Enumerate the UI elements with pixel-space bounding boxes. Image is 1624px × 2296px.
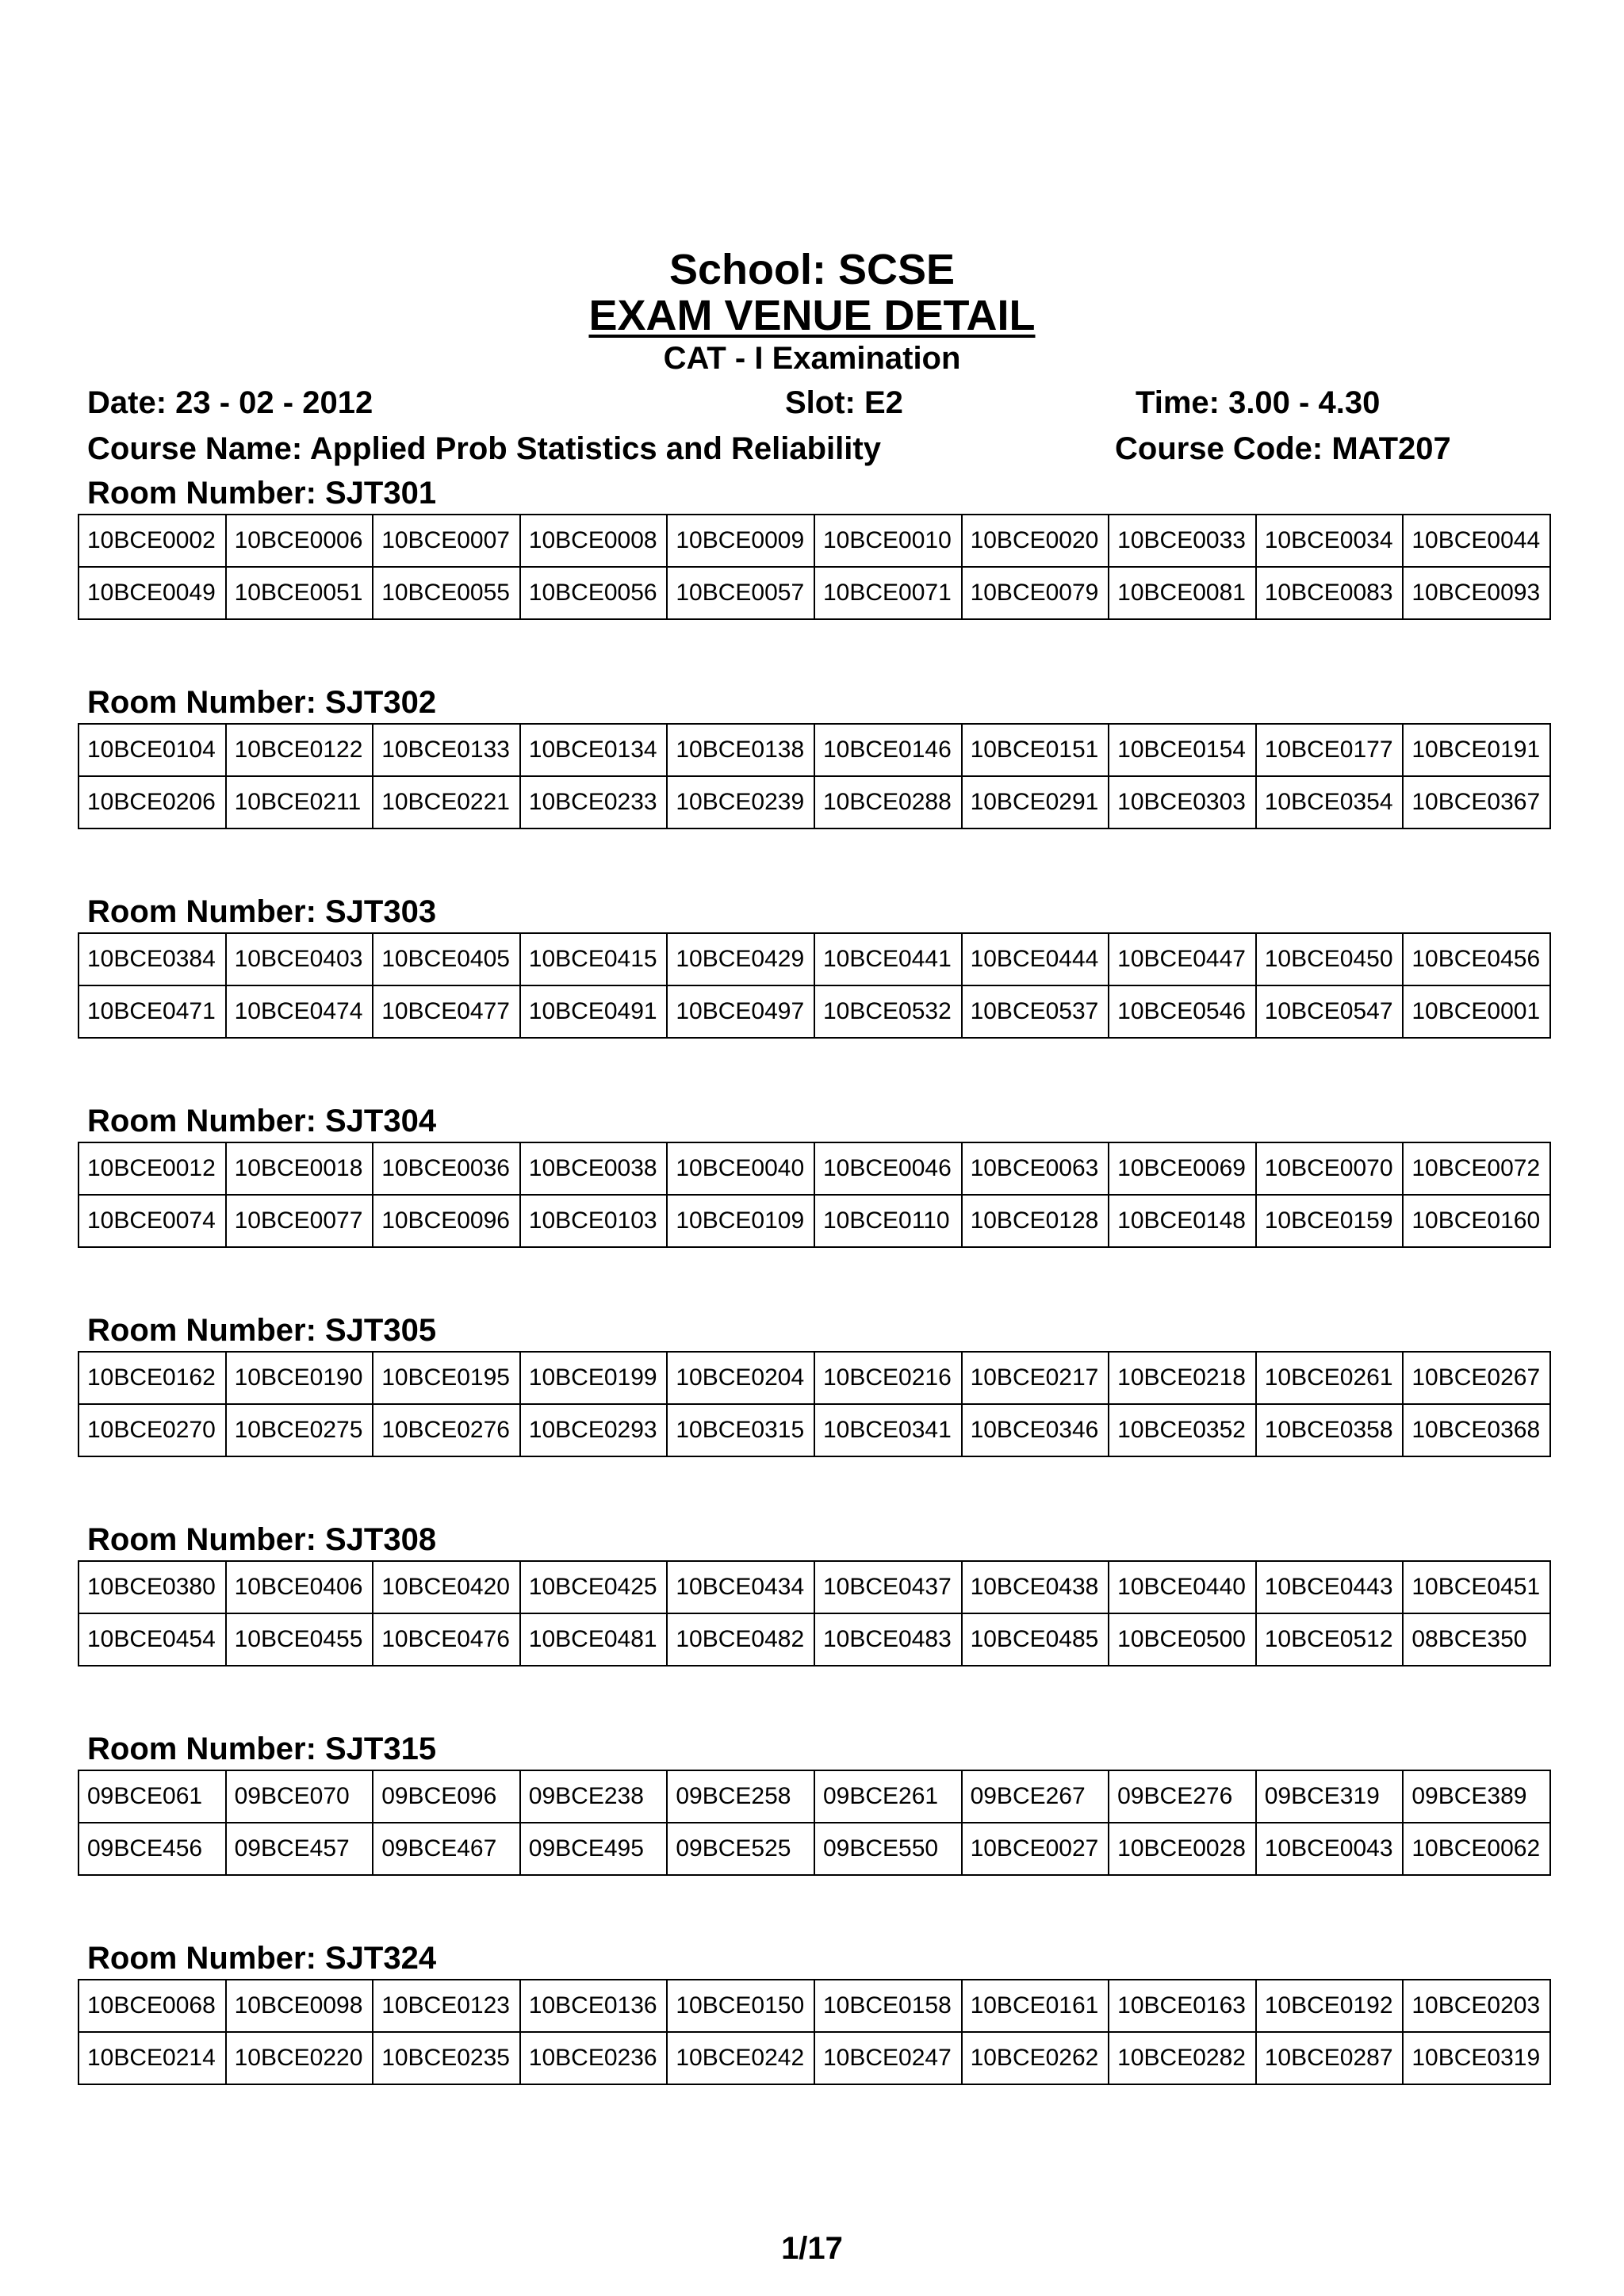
- roll-number-cell: 10BCE0096: [373, 1195, 520, 1247]
- table-row: [79, 567, 1550, 619]
- roll-number-cell: 10BCE0216: [814, 1352, 962, 1404]
- roll-number-cell: 10BCE0009: [667, 515, 814, 567]
- roll-number-cell: 10BCE0160: [1403, 1195, 1550, 1247]
- roll-number-cell: 09BCE550: [814, 1823, 962, 1875]
- roll-number-cell: 10BCE0006: [226, 515, 373, 567]
- roll-number-cell: 10BCE0128: [962, 1195, 1109, 1247]
- roll-number-cell: 10BCE0214: [79, 2032, 226, 2084]
- roll-number-cell: 10BCE0221: [373, 776, 520, 828]
- roll-number-cell: 10BCE0158: [814, 1980, 962, 2032]
- roll-number-cell: 10BCE0354: [1256, 776, 1404, 828]
- table-row: [79, 1561, 1550, 1613]
- roll-number-cell: 10BCE0159: [1256, 1195, 1404, 1247]
- roll-number-cell: 10BCE0451: [1403, 1561, 1550, 1613]
- roll-number-cell: 10BCE0150: [667, 1980, 814, 2032]
- roll-number-cell: 10BCE0177: [1256, 724, 1404, 776]
- roll-number-table: [78, 1979, 1551, 2085]
- roll-number-cell: 10BCE0134: [520, 724, 668, 776]
- roll-number-cell: 10BCE0063: [962, 1142, 1109, 1195]
- roll-number-cell: 10BCE0136: [520, 1980, 668, 2032]
- roll-number-cell: 10BCE0438: [962, 1561, 1109, 1613]
- table-row: [79, 1770, 1550, 1823]
- course-name: Course Name: Applied Prob Statistics and Reliability: [87, 431, 881, 466]
- roll-number-cell: 10BCE0546: [1109, 985, 1256, 1038]
- roll-number-cell: 10BCE0204: [667, 1352, 814, 1404]
- room-block: [78, 1939, 1551, 2085]
- roll-number-cell: 10BCE0109: [667, 1195, 814, 1247]
- roll-number-table: [78, 1560, 1551, 1667]
- roll-number-cell: 10BCE0482: [667, 1613, 814, 1666]
- roll-number-cell: 10BCE0491: [520, 985, 668, 1038]
- roll-number-cell: 10BCE0537: [962, 985, 1109, 1038]
- roll-number-table: [78, 932, 1551, 1039]
- roll-number-cell: 10BCE0288: [814, 776, 962, 828]
- roll-number-cell: 10BCE0380: [79, 1561, 226, 1613]
- table-row: [79, 985, 1550, 1038]
- roll-number-cell: 10BCE0010: [814, 515, 962, 567]
- roll-number-cell: 10BCE0270: [79, 1404, 226, 1456]
- roll-number-cell: 10BCE0001: [1403, 985, 1550, 1038]
- roll-number-cell: 10BCE0547: [1256, 985, 1404, 1038]
- table-row: [79, 1613, 1550, 1666]
- roll-number-cell: 10BCE0239: [667, 776, 814, 828]
- roll-number-cell: 10BCE0163: [1109, 1980, 1256, 2032]
- roll-number-cell: 10BCE0434: [667, 1561, 814, 1613]
- roll-number-cell: 10BCE0068: [79, 1980, 226, 2032]
- room-number-label: Room Number: SJT315: [87, 1732, 437, 1766]
- roll-number-cell: 10BCE0046: [814, 1142, 962, 1195]
- room-block: [78, 683, 1551, 829]
- roll-number-cell: 10BCE0192: [1256, 1980, 1404, 2032]
- roll-number-cell: 09BCE525: [667, 1823, 814, 1875]
- roll-number-cell: 10BCE0276: [373, 1404, 520, 1456]
- room-block: [78, 1730, 1551, 1876]
- roll-number-cell: 09BCE238: [520, 1770, 668, 1823]
- roll-number-cell: 10BCE0079: [962, 567, 1109, 619]
- roll-number-cell: 10BCE0077: [226, 1195, 373, 1247]
- roll-number-cell: 09BCE319: [1256, 1770, 1404, 1823]
- table-row: [79, 1195, 1550, 1247]
- roll-number-cell: 10BCE0056: [520, 567, 668, 619]
- roll-number-cell: 10BCE0233: [520, 776, 668, 828]
- roll-number-cell: 10BCE0441: [814, 933, 962, 985]
- roll-number-cell: 10BCE0319: [1403, 2032, 1550, 2084]
- roll-number-cell: 10BCE0437: [814, 1561, 962, 1613]
- roll-number-cell: 10BCE0190: [226, 1352, 373, 1404]
- roll-number-cell: 10BCE0133: [373, 724, 520, 776]
- roll-number-cell: 10BCE0203: [1403, 1980, 1550, 2032]
- roll-number-cell: 10BCE0455: [226, 1613, 373, 1666]
- roll-number-cell: 10BCE0027: [962, 1823, 1109, 1875]
- roll-number-cell: 10BCE0051: [226, 567, 373, 619]
- roll-number-cell: 10BCE0049: [79, 567, 226, 619]
- table-row: [79, 1980, 1550, 2032]
- roll-number-cell: 09BCE495: [520, 1823, 668, 1875]
- roll-number-cell: 10BCE0206: [79, 776, 226, 828]
- roll-number-cell: 10BCE0485: [962, 1613, 1109, 1666]
- roll-number-cell: 10BCE0242: [667, 2032, 814, 2084]
- roll-number-cell: 10BCE0028: [1109, 1823, 1256, 1875]
- roll-number-cell: 10BCE0477: [373, 985, 520, 1038]
- roll-number-cell: 10BCE0071: [814, 567, 962, 619]
- exam-slot: Slot: E2: [785, 385, 903, 420]
- roll-number-cell: 10BCE0148: [1109, 1195, 1256, 1247]
- table-row: [79, 933, 1550, 985]
- roll-number-cell: 10BCE0103: [520, 1195, 668, 1247]
- roll-number-cell: 10BCE0497: [667, 985, 814, 1038]
- roll-number-cell: 10BCE0195: [373, 1352, 520, 1404]
- room-number-label: Room Number: SJT324: [87, 1941, 437, 1976]
- page-title: [0, 290, 1624, 341]
- roll-number-cell: 10BCE0456: [1403, 933, 1550, 985]
- roll-number-cell: 10BCE0443: [1256, 1561, 1404, 1613]
- roll-number-table: [78, 1142, 1551, 1248]
- roll-number-cell: 10BCE0512: [1256, 1613, 1404, 1666]
- room-block: [78, 1102, 1551, 1248]
- room-number-label: Room Number: SJT305: [87, 1313, 437, 1348]
- exam-time: Time: 3.00 - 4.30: [1136, 385, 1381, 420]
- roll-number-cell: 10BCE0341: [814, 1404, 962, 1456]
- room-number-label: Room Number: SJT302: [87, 685, 437, 720]
- page-number: 1/17: [781, 2231, 843, 2266]
- roll-number-cell: 10BCE0040: [667, 1142, 814, 1195]
- roll-number-cell: 10BCE0069: [1109, 1142, 1256, 1195]
- roll-number-cell: 10BCE0161: [962, 1980, 1109, 2032]
- roll-number-cell: 10BCE0151: [962, 724, 1109, 776]
- roll-number-cell: 09BCE457: [226, 1823, 373, 1875]
- roll-number-cell: 10BCE0481: [520, 1613, 668, 1666]
- table-row: [79, 1352, 1550, 1404]
- roll-number-cell: 10BCE0425: [520, 1561, 668, 1613]
- table-row: [79, 2032, 1550, 2084]
- roll-number-cell: 10BCE0293: [520, 1404, 668, 1456]
- roll-number-cell: 10BCE0018: [226, 1142, 373, 1195]
- roll-number-cell: 10BCE0291: [962, 776, 1109, 828]
- roll-number-cell: 10BCE0384: [79, 933, 226, 985]
- room-number-label: Room Number: SJT308: [87, 1522, 437, 1557]
- roll-number-cell: 10BCE0110: [814, 1195, 962, 1247]
- roll-number-cell: 10BCE0236: [520, 2032, 668, 2084]
- room-block: [78, 474, 1551, 620]
- roll-number-cell: 09BCE467: [373, 1823, 520, 1875]
- roll-number-cell: 10BCE0403: [226, 933, 373, 985]
- roll-number-cell: 10BCE0415: [520, 933, 668, 985]
- roll-number-table: [78, 723, 1551, 829]
- roll-number-cell: 10BCE0454: [79, 1613, 226, 1666]
- room-block: [78, 1521, 1551, 1667]
- roll-number-cell: 10BCE0368: [1403, 1404, 1550, 1456]
- roll-number-cell: 10BCE0483: [814, 1613, 962, 1666]
- roll-number-cell: 10BCE0267: [1403, 1352, 1550, 1404]
- roll-number-cell: 10BCE0444: [962, 933, 1109, 985]
- roll-number-cell: 10BCE0220: [226, 2032, 373, 2084]
- exam-date: Date: 23 - 02 - 2012: [87, 385, 373, 420]
- roll-number-cell: 08BCE350: [1403, 1613, 1550, 1666]
- roll-number-cell: 10BCE0074: [79, 1195, 226, 1247]
- roll-number-cell: 10BCE0532: [814, 985, 962, 1038]
- roll-number-cell: 10BCE0358: [1256, 1404, 1404, 1456]
- table-row: [79, 515, 1550, 567]
- roll-number-cell: 10BCE0474: [226, 985, 373, 1038]
- roll-number-cell: 10BCE0275: [226, 1404, 373, 1456]
- roll-number-cell: 10BCE0471: [79, 985, 226, 1038]
- roll-number-cell: 10BCE0123: [373, 1980, 520, 2032]
- roll-number-cell: 10BCE0036: [373, 1142, 520, 1195]
- roll-number-cell: 09BCE061: [79, 1770, 226, 1823]
- roll-number-cell: 10BCE0072: [1403, 1142, 1550, 1195]
- roll-number-cell: 10BCE0429: [667, 933, 814, 985]
- roll-number-cell: 09BCE258: [667, 1770, 814, 1823]
- roll-number-cell: 10BCE0162: [79, 1352, 226, 1404]
- roll-number-cell: 10BCE0447: [1109, 933, 1256, 985]
- roll-number-cell: 09BCE096: [373, 1770, 520, 1823]
- roll-number-cell: 10BCE0083: [1256, 567, 1404, 619]
- roll-number-cell: 10BCE0043: [1256, 1823, 1404, 1875]
- room-number-label: Room Number: SJT301: [87, 476, 437, 511]
- table-row: [79, 724, 1550, 776]
- roll-number-cell: 10BCE0044: [1403, 515, 1550, 567]
- roll-number-cell: 10BCE0098: [226, 1980, 373, 2032]
- roll-number-cell: 10BCE0020: [962, 515, 1109, 567]
- course-code: Course Code: MAT207: [1115, 431, 1451, 466]
- roll-number-cell: 10BCE0057: [667, 567, 814, 619]
- roll-number-cell: 10BCE0191: [1403, 724, 1550, 776]
- roll-number-cell: 10BCE0346: [962, 1404, 1109, 1456]
- roll-number-cell: 10BCE0406: [226, 1561, 373, 1613]
- roll-number-cell: 10BCE0247: [814, 2032, 962, 2084]
- roll-number-cell: 10BCE0055: [373, 567, 520, 619]
- roll-number-cell: 10BCE0062: [1403, 1823, 1550, 1875]
- roll-number-cell: 10BCE0081: [1109, 567, 1256, 619]
- roll-number-table: [78, 1770, 1551, 1876]
- roll-number-cell: 10BCE0282: [1109, 2032, 1256, 2084]
- roll-number-cell: 10BCE0287: [1256, 2032, 1404, 2084]
- table-row: [79, 1404, 1550, 1456]
- roll-number-cell: 10BCE0500: [1109, 1613, 1256, 1666]
- room-block: [78, 893, 1551, 1039]
- roll-number-cell: 10BCE0138: [667, 724, 814, 776]
- roll-number-cell: 10BCE0146: [814, 724, 962, 776]
- roll-number-cell: 10BCE0405: [373, 933, 520, 985]
- roll-number-cell: 09BCE276: [1109, 1770, 1256, 1823]
- roll-number-cell: 10BCE0303: [1109, 776, 1256, 828]
- roll-number-cell: 10BCE0352: [1109, 1404, 1256, 1456]
- roll-number-cell: 10BCE0420: [373, 1561, 520, 1613]
- roll-number-table: [78, 514, 1551, 620]
- roll-number-cell: 10BCE0093: [1403, 567, 1550, 619]
- roll-number-cell: 10BCE0211: [226, 776, 373, 828]
- roll-number-cell: 10BCE0261: [1256, 1352, 1404, 1404]
- roll-number-cell: 10BCE0440: [1109, 1561, 1256, 1613]
- roll-number-cell: 10BCE0218: [1109, 1352, 1256, 1404]
- school-heading: School: SCSE: [668, 246, 956, 293]
- roll-number-cell: 09BCE389: [1403, 1770, 1550, 1823]
- page-title-text: EXAM VENUE DETAIL: [588, 292, 1036, 339]
- table-row: [79, 1142, 1550, 1195]
- roll-number-cell: 09BCE456: [79, 1823, 226, 1875]
- roll-number-cell: 10BCE0154: [1109, 724, 1256, 776]
- roll-number-cell: 10BCE0199: [520, 1352, 668, 1404]
- roll-number-cell: 09BCE070: [226, 1770, 373, 1823]
- roll-number-cell: 10BCE0002: [79, 515, 226, 567]
- roll-number-cell: 10BCE0012: [79, 1142, 226, 1195]
- roll-number-cell: 10BCE0070: [1256, 1142, 1404, 1195]
- roll-number-cell: 10BCE0034: [1256, 515, 1404, 567]
- exam-name: CAT - I Examination: [663, 341, 961, 376]
- table-row: [79, 776, 1550, 828]
- roll-number-table: [78, 1351, 1551, 1457]
- roll-number-cell: 10BCE0367: [1403, 776, 1550, 828]
- roll-number-cell: 10BCE0450: [1256, 933, 1404, 985]
- roll-number-cell: 10BCE0476: [373, 1613, 520, 1666]
- roll-number-cell: 10BCE0007: [373, 515, 520, 567]
- roll-number-cell: 09BCE267: [962, 1770, 1109, 1823]
- roll-number-cell: 10BCE0038: [520, 1142, 668, 1195]
- roll-number-cell: 10BCE0033: [1109, 515, 1256, 567]
- roll-number-cell: 10BCE0235: [373, 2032, 520, 2084]
- room-number-label: Room Number: SJT303: [87, 894, 437, 929]
- room-block: [78, 1311, 1551, 1457]
- table-row: [79, 1823, 1550, 1875]
- roll-number-cell: 10BCE0008: [520, 515, 668, 567]
- roll-number-cell: 09BCE261: [814, 1770, 962, 1823]
- roll-number-cell: 10BCE0315: [667, 1404, 814, 1456]
- room-number-label: Room Number: SJT304: [87, 1104, 437, 1138]
- roll-number-cell: 10BCE0122: [226, 724, 373, 776]
- roll-number-cell: 10BCE0262: [962, 2032, 1109, 2084]
- roll-number-cell: 10BCE0104: [79, 724, 226, 776]
- roll-number-cell: 10BCE0217: [962, 1352, 1109, 1404]
